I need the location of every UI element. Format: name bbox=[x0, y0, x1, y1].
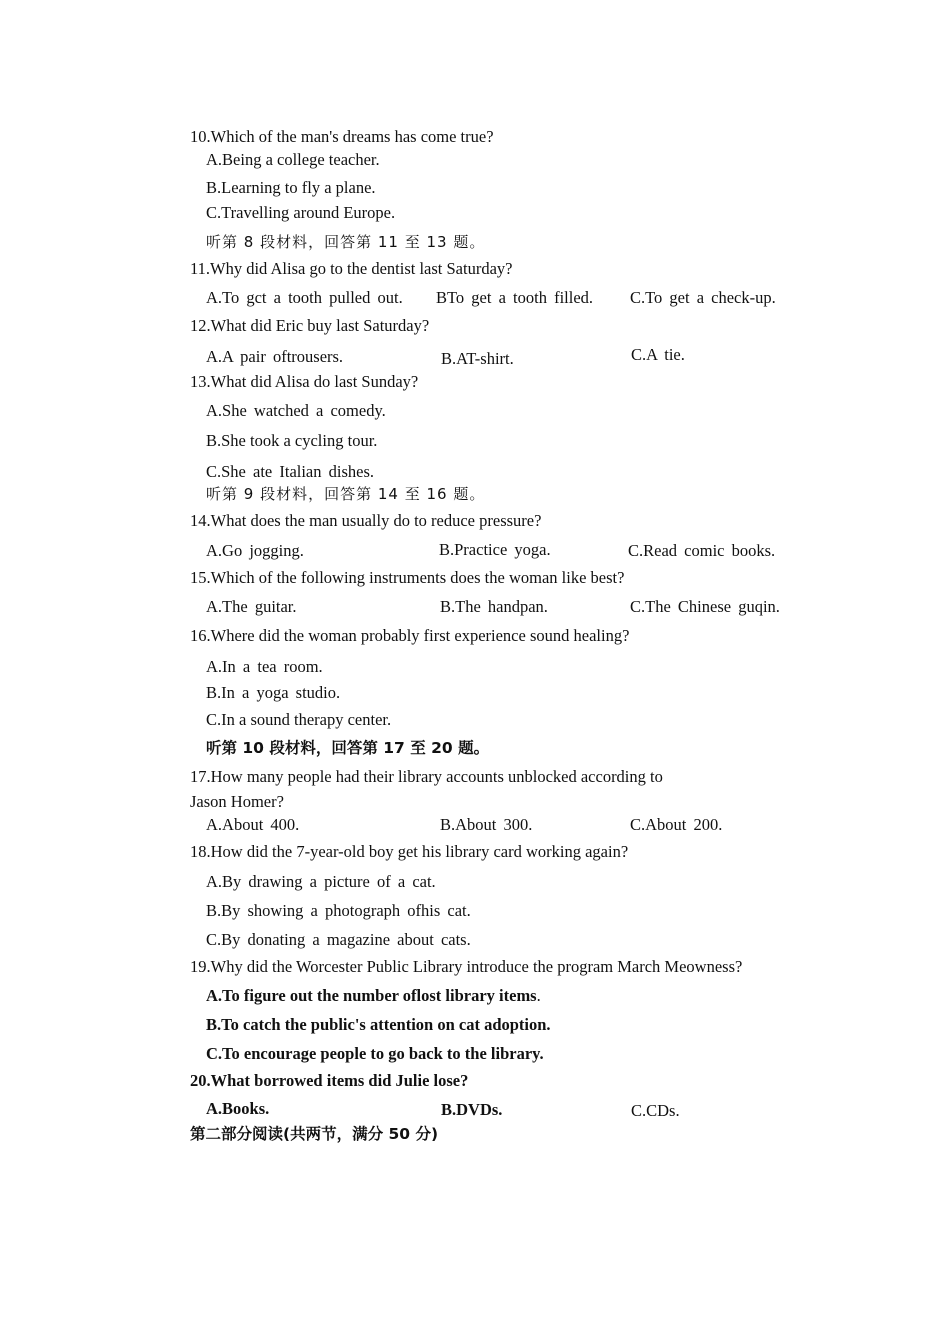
q16-stem: 16.Where did the woman probably first experience sound healing? bbox=[190, 626, 630, 645]
q12-option-a: A.A pair oftrousers. bbox=[206, 347, 344, 366]
q19-option-a bbox=[206, 986, 541, 1006]
q12-option-b: B.AT-shirt. bbox=[441, 349, 514, 368]
q10-option-b: B.Learning to fly a plane. bbox=[206, 178, 376, 197]
q19-option-a-period: . bbox=[536, 986, 541, 1005]
q16-option-c: C.In a sound therapy center. bbox=[206, 710, 392, 729]
q20-option-c: C.CDs. bbox=[631, 1101, 680, 1120]
q20-stem: 20.What borrowed items did Julie lose? bbox=[190, 1071, 469, 1090]
q13-option-b: B.She took a cycling tour. bbox=[206, 431, 378, 450]
q18-option-c: C.By donating a magazine about cats. bbox=[206, 930, 471, 949]
q14-option-a: A.Go jogging. bbox=[206, 541, 304, 560]
q17-option-b: B.About 300. bbox=[440, 815, 533, 834]
q12-stem: 12.What did Eric buy last Saturday? bbox=[190, 316, 430, 335]
q15-option-b: B.The handpan. bbox=[440, 597, 548, 616]
q17-stem-line1: 17.How many people had their library accounts unblocked according to bbox=[190, 767, 663, 786]
q11-option-c: C.To get a check-up. bbox=[630, 288, 776, 307]
q14-stem: 14.What does the man usually do to reduce pressure? bbox=[190, 511, 542, 530]
q17-option-a: A.About 400. bbox=[206, 815, 300, 834]
section-10-instruction: 听第 10 段材料，回答第 17 至 20 题。 bbox=[206, 739, 490, 757]
q14-option-b: B.Practice yoga. bbox=[439, 540, 551, 559]
q17-option-c: C.About 200. bbox=[630, 815, 723, 834]
q11-option-a: A.To gct a tooth pulled out. bbox=[206, 288, 403, 307]
part-two-heading: 第二部分阅读(共两节，满分 50 分) bbox=[190, 1125, 439, 1143]
q19-option-a-text: A.To figure out the number oflost library items bbox=[206, 986, 537, 1005]
q16-option-a: A.In a tea room. bbox=[206, 657, 323, 676]
q18-option-a: A.By drawing a picture of a cat. bbox=[206, 872, 436, 891]
q18-stem: 18.How did the 7-year-old boy get his library card working again? bbox=[190, 842, 629, 861]
q19-option-c: C.To encourage people to go back to the library. bbox=[206, 1044, 544, 1063]
q10-option-c: C.Travelling around Europe. bbox=[206, 203, 396, 222]
q11-option-b: BTo get a tooth filled. bbox=[436, 288, 594, 307]
q20-option-a: A.Books. bbox=[206, 1099, 270, 1118]
q10-stem: 10.Which of the man's dreams has come true? bbox=[190, 127, 494, 146]
q16-option-b: B.In a yoga studio. bbox=[206, 683, 341, 702]
q11-stem: 11.Why did Alisa go to the dentist last Saturday? bbox=[190, 259, 513, 278]
q13-option-a: A.She watched a comedy. bbox=[206, 401, 386, 420]
q19-option-b: B.To catch the public's attention on cat adoption. bbox=[206, 1015, 551, 1034]
q15-option-a: A.The guitar. bbox=[206, 597, 297, 616]
section-8-instruction: 听第 8 段材料，回答第 11 至 13 题。 bbox=[206, 233, 486, 251]
q12-option-c: C.A tie. bbox=[631, 345, 685, 364]
q15-option-c: C.The Chinese guqin. bbox=[630, 597, 780, 616]
section-9-instruction: 听第 9 段材料，回答第 14 至 16 题。 bbox=[206, 485, 486, 503]
q13-option-c: C.She ate Italian dishes. bbox=[206, 462, 375, 481]
q14-option-c: C.Read comic books. bbox=[628, 541, 776, 560]
q15-stem: 15.Which of the following instruments does the woman like best? bbox=[190, 568, 625, 587]
q19-stem: 19.Why did the Worcester Public Library introduce the program March Meowness? bbox=[190, 957, 743, 976]
q17-stem-line2: Jason Homer? bbox=[190, 792, 284, 811]
q10-option-a: A.Being a college teacher. bbox=[206, 150, 380, 169]
q13-stem: 13.What did Alisa do last Sunday? bbox=[190, 372, 419, 391]
q20-option-b: B.DVDs. bbox=[441, 1100, 503, 1119]
q18-option-b: B.By showing a photograph ofhis cat. bbox=[206, 901, 471, 920]
